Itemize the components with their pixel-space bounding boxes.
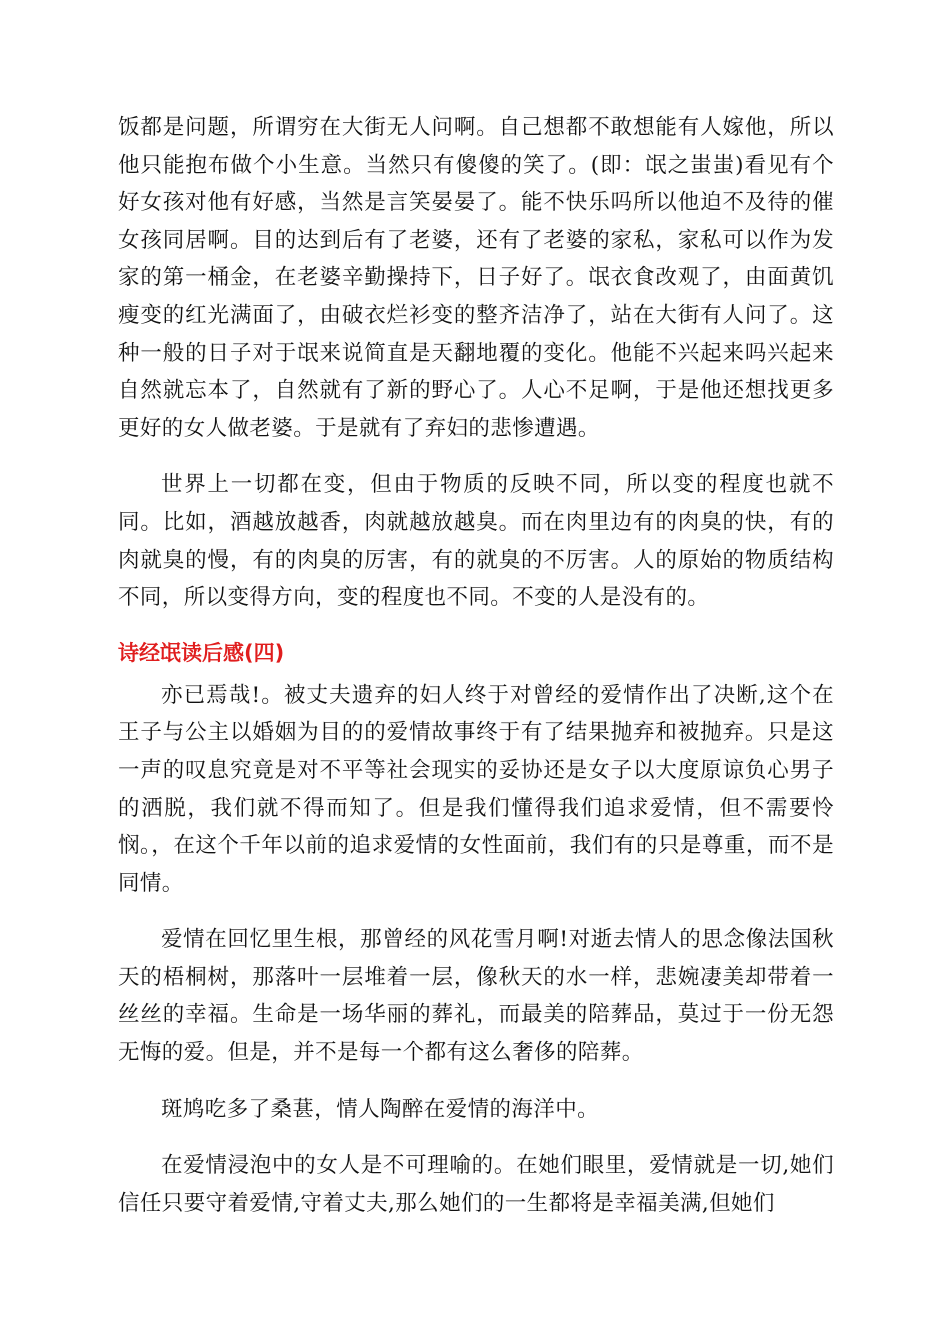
paragraph-decision: 亦已焉哉!。被丈夫遗弃的妇人终于对曾经的爱情作出了决断,这个在王子与公主以婚姻为目的的爱情故事终于有了结果抛弃和被抛弃。只是这一声的叹息究竟是对不平等社会现实的妥协还是女子以大度原谅负心男子的洒脱，我们就不得而知了。但是我们懂得我们追求爱情，但不需要怜悯。，在这个千年以前的追求爱情的女性面前，我们有的只是尊重，而不是同情。 (118, 682, 834, 896)
paragraph-turtledove: 斑鸠吃多了桑葚，情人陶醉在爱情的海洋中。 (161, 1096, 600, 1122)
section-heading: 诗经氓读后感(四) (118, 640, 285, 665)
paragraph-continued: 饭都是问题，所谓穷在大街无人问啊。自己想都不敢想能有人嫁他，所以他只能抱布做个小生意。当然只有傻傻的笑了。(即：氓之蚩蚩)看见有个好女孩对他有好感，当然是言笑晏晏了。能不快乐吗所以他迫不及待的催女孩同居啊。目的达到后有了老婆，还有了老婆的家私，家私可以作为发家的第一桶金，在老婆辛勤操持下，日子好了。氓衣食改观了，由面黄饥瘦变的红光满面了，由破衣烂衫变的整齐洁净了，站在大街有人问了。这种一般的日子对于氓来说简直是天翻地覆的变化。他能不兴起来吗兴起来自然就忘本了，自然就有了新的野心了。人心不足啊，于是他还想找更多更好的女人做老婆。于是就有了弃妇的悲惨遭遇。 (118, 115, 834, 441)
paragraph-change: 世界上一切都在变，但由于物质的反映不同，所以变的程度也就不同。比如，酒越放越香，肉就越放越臭。而在肉里边有的肉臭的快，有的肉就臭的慢，有的肉臭的厉害，有的就臭的不厉害。人的原始的物质结构不同，所以变得方向，变的程度也不同。不变的人是没有的。 (118, 472, 834, 611)
document-body (118, 109, 834, 1222)
paragraph-women-in-love: 在爱情浸泡中的女人是不可理喻的。在她们眼里，爱情就是一切,她们信任只要守着爱情,守着丈夫,那么她们的一生都将是幸福美满,但她们 (118, 1153, 834, 1216)
paragraph-memory: 爱情在回忆里生根，那曾经的风花雪月啊!对逝去情人的思念像法国秋天的梧桐树，那落叶一层堆着一层，像秋天的水一样，悲婉凄美却带着一丝丝的幸福。生命是一场华丽的葬礼，而最美的陪葬品，莫过于一份无怨无悔的爱。但是，并不是每一个都有这么奢侈的陪葬。 (118, 927, 834, 1066)
